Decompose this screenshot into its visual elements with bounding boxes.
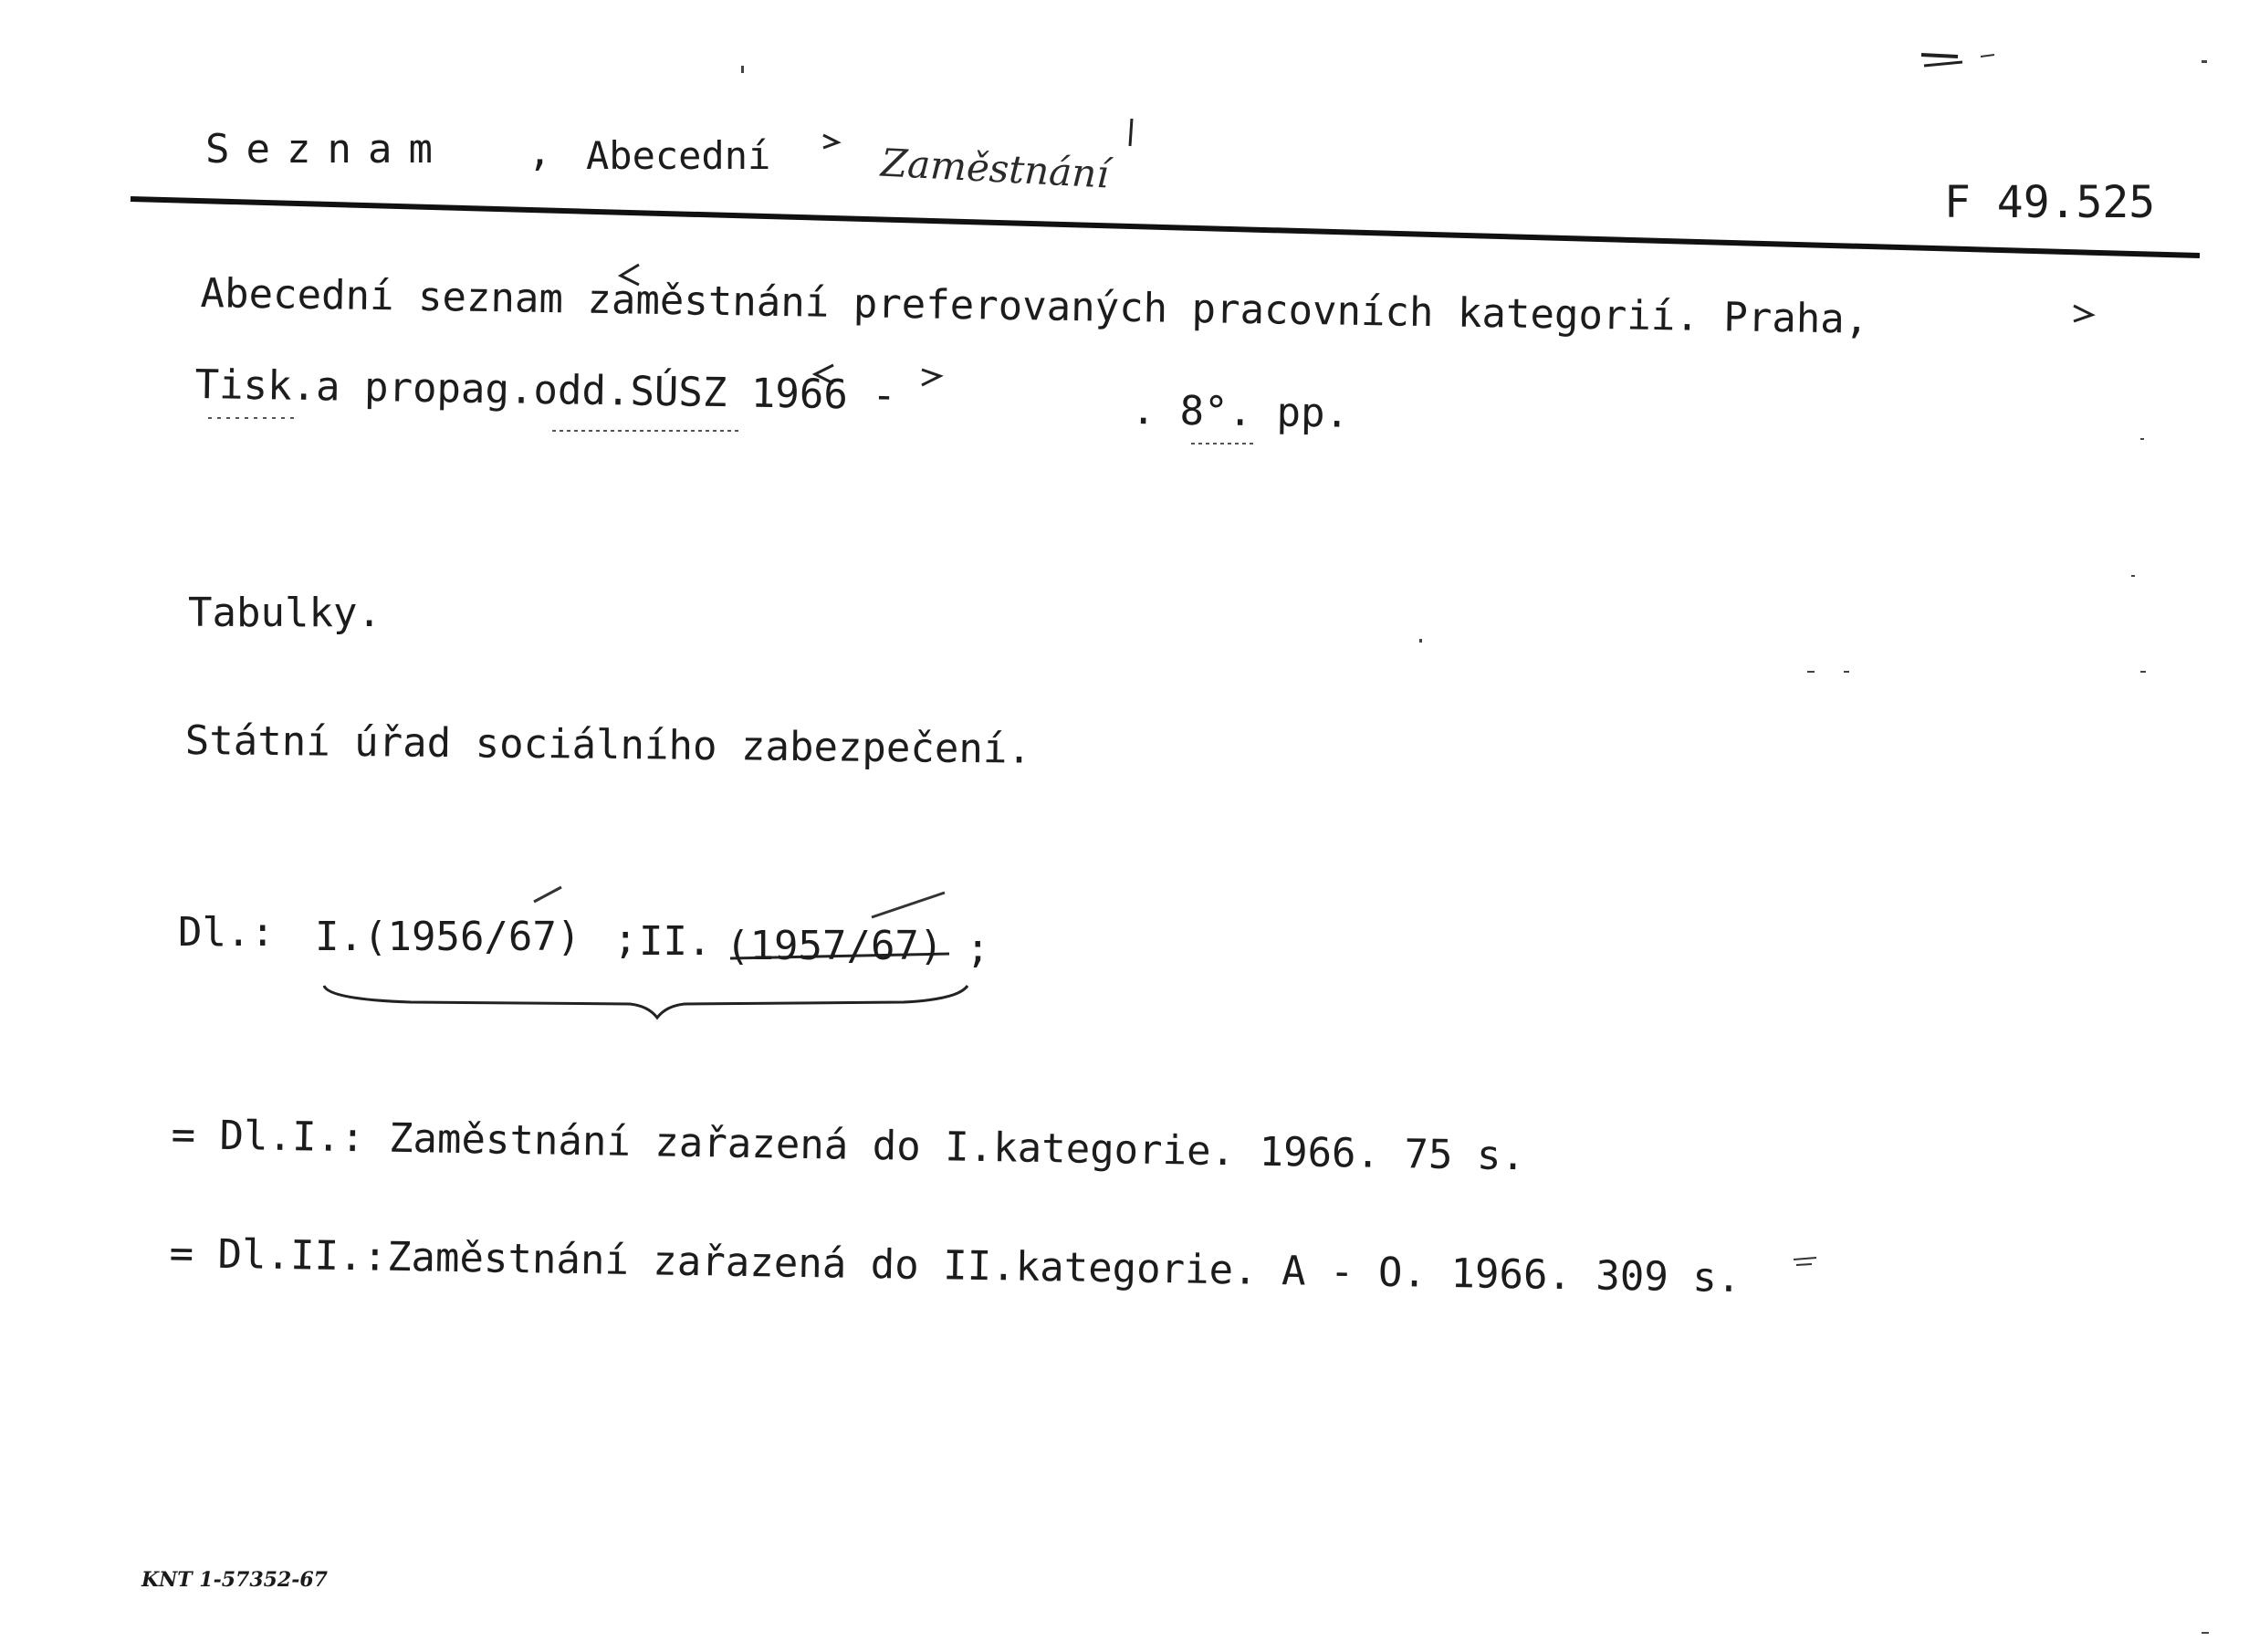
call-number: F 49.525	[1944, 177, 2156, 228]
note-corporate-author: Státní úřad sociálního zabezpečení.	[184, 717, 1032, 773]
volume-separator: ;	[613, 916, 638, 963]
volume-2-struck-date: (1957/67)	[726, 923, 944, 969]
contents-line-1: = Dl.I.: Zaměstnání zařazená do I.kategorie. 1966. 75 s.	[171, 1112, 1526, 1180]
heading-comma: ,	[528, 129, 552, 175]
speck	[1419, 639, 1422, 643]
title-line-2-right: . 8°. pp.	[1131, 387, 1350, 437]
title-line-2-left: Tisk.a propag.odd.SÚSZ 1966 -	[194, 361, 897, 420]
heading-qualifier: Abecední	[586, 133, 771, 178]
volume-1: I.(1956/67)	[315, 914, 581, 960]
speck	[2202, 60, 2207, 63]
speck	[2131, 575, 2135, 577]
printer-code: KNT 1-57352-67	[141, 1568, 328, 1592]
speck	[2202, 1632, 2209, 1634]
volume-2-prefix: II.	[639, 918, 712, 965]
speck	[1844, 671, 1849, 673]
speck	[2140, 438, 2144, 440]
volumes-label: Dl.:	[178, 909, 275, 956]
note-tables: Tabulky.	[188, 590, 382, 636]
volume-end: ;	[966, 925, 990, 972]
title-line-1: Abecední seznam zaměstnání preferovaných pracovních kategorií. Praha,	[200, 270, 1869, 343]
speck	[1807, 671, 1815, 673]
contents-line-2: = Dl.II.:Zaměstnání zařazená do II.kategorie. A - O. 1966. 309 s.	[169, 1230, 1742, 1302]
heading-entry-word: Seznam	[205, 126, 449, 173]
speck	[2140, 671, 2146, 673]
speck	[741, 66, 744, 73]
handwritten-addition: Zaměstnání	[879, 140, 1111, 197]
